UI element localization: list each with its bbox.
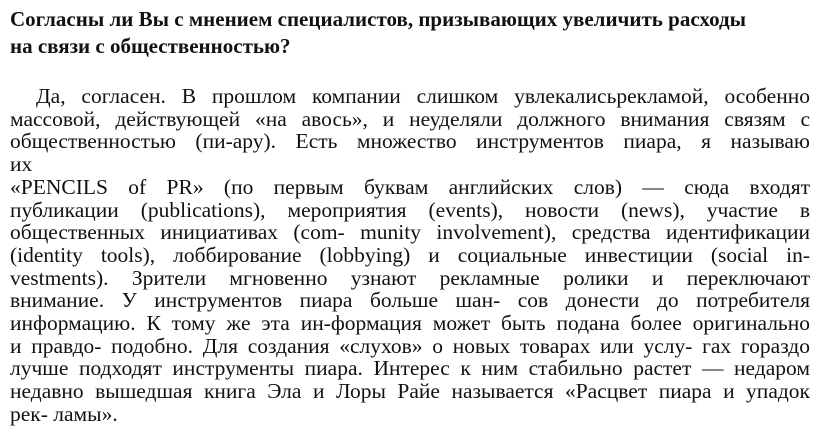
question-line: на связи с общественностью? (10, 34, 291, 58)
answer-line: массовой, действующей «на авось», и неуделяли должного внимания связям с (10, 106, 810, 131)
answer-line: публикации (publications), мероприятия (events), новости (news), участие в (10, 197, 810, 222)
answer-line: внимание. У инструментов пиара больше шан- сов донести до потребителя (10, 288, 810, 313)
document-page (10, 6, 810, 426)
answer-line: общественностью (пи-ару). Есть множество инструментов пиара, я называю (10, 129, 810, 154)
answer-line: и правдо- подобно. Для создания «слухов» о новых товарах или услу- гах гораздо (10, 333, 810, 358)
answer-line: информацию. К тому же эта ин-формация может быть подана более оригинально (10, 311, 810, 336)
answer-line: их (10, 152, 33, 177)
answer-line: рек- ламы». (10, 401, 118, 426)
question-heading (10, 6, 810, 60)
answer-line: vestments). Зрители мгновенно узнают рекламные ролики и переключают (10, 265, 810, 290)
answer-line: (identity tools), лоббирование (lobbying) и социальные инвестиции (social in- (10, 242, 810, 267)
answer-line: «PENCILS of PR» (по первым буквам английских слов) — сюда входят (10, 174, 810, 199)
answer-line: Да, согласен. В прошлом компании слишком увлекалисьрекламой, особенно (36, 84, 810, 108)
answer-line: общественных инициативах (com- munity involvement), средства идентификации (10, 220, 810, 245)
answer-line: недавно вышедшая книга Эла и Лоры Райе называется «Расцвет пиара и упадок (10, 379, 810, 404)
answer-line: лучше подходят инструменты пиара. Интерес к ним стабильно растет — недаром (10, 356, 810, 381)
answer-paragraph (10, 85, 810, 426)
question-line: Согласны ли Вы с мнением специалистов, призывающих увеличить расходы (10, 7, 746, 31)
